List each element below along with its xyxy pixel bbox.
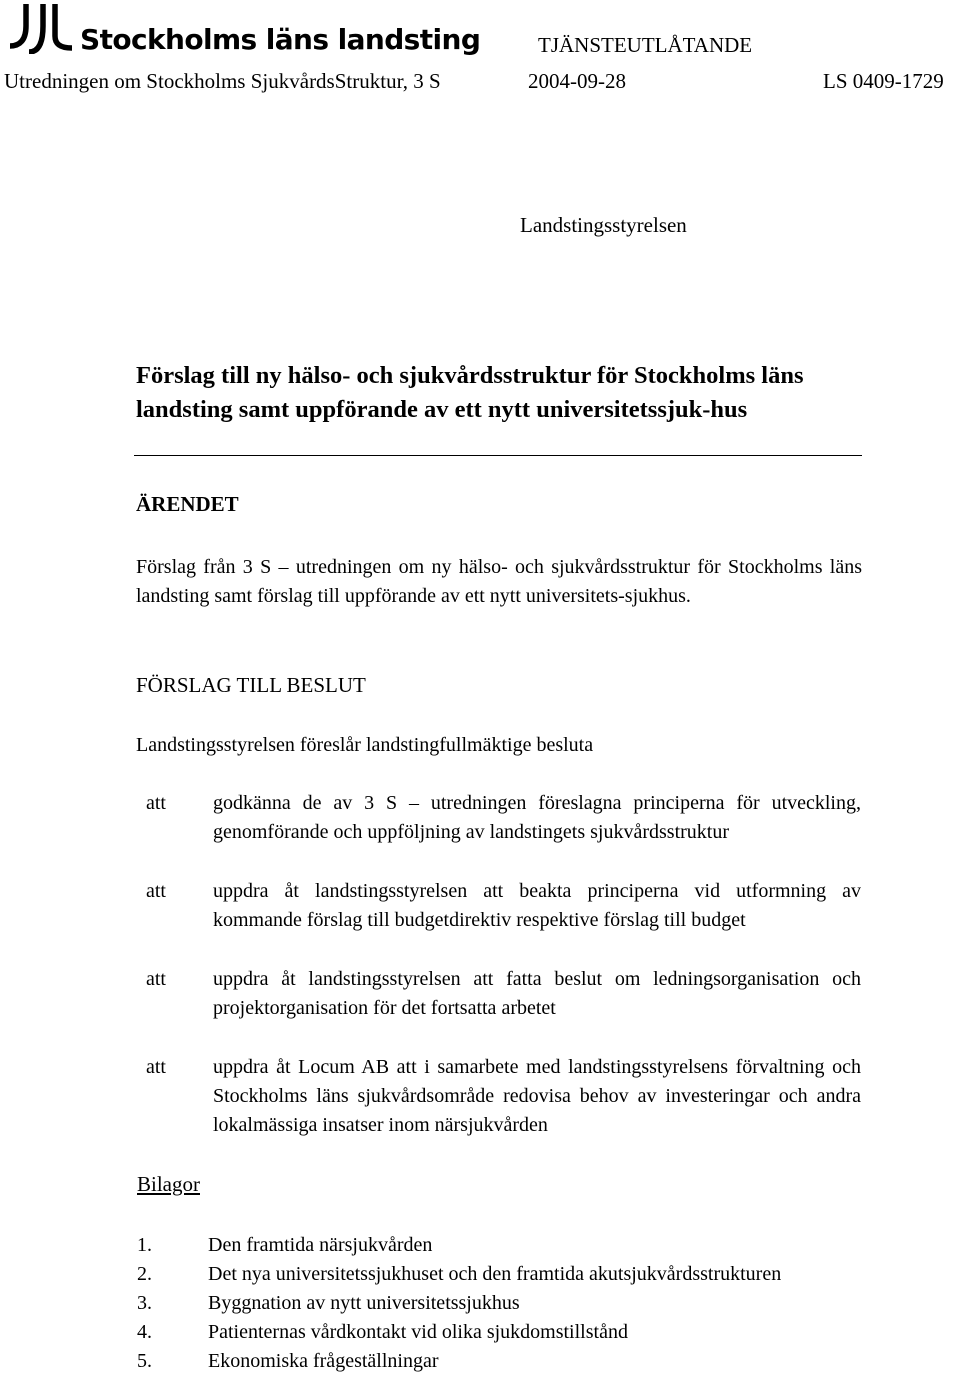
decision-item-text: uppdra åt landstingsstyrelsen att beakta principerna vid utformning av kommande förslag till budgetdirektiv respektive förslag till budget [213,880,861,931]
title-divider [134,455,862,456]
attachment-title: Ekonomiska frågeställningar [208,1350,439,1372]
decision-item-label: att [146,1056,166,1078]
attachment-number: 3. [137,1292,152,1314]
decision-item-label: att [146,880,166,902]
attachment-title: Byggnation av nytt universitetssjukhus [208,1292,520,1314]
attachment-title: Det nya universitetssjukhuset och den framtida akutsjukvårdsstrukturen [208,1263,782,1285]
arendet-text: Förslag från 3 S – utredningen om ny hälso- och sjukvårdsstruktur för Stockholms läns landsting samt förslag till uppförande av ett nytt universitets-sjukhus. [136,556,862,607]
decision-item-label: att [146,968,166,990]
decision-item-text: uppdra åt Locum AB att i samarbete med landstingsstyrelsens förvaltning och Stockholms läns sjukvårdsområde redovisa behov av investeringar och andra lokalmässiga insatser inom närsjukvården [213,1056,861,1136]
sender: Utredningen om Stockholms SjukvårdsStruktur, 3 S [4,69,441,93]
attachment-number: 2. [137,1263,152,1285]
attachment-title: Patienternas vårdkontakt vid olika sjukdomstillstånd [208,1321,628,1343]
document-type: TJÄNSTEUTLÅTANDE [538,33,753,57]
decision-item-label: att [146,792,166,814]
forslag-intro: Landstingsstyrelsen föreslår landstingfullmäktige besluta [136,734,594,756]
attachment-number: 4. [137,1321,152,1343]
decision-item-text: godkänna de av 3 S – utredningen föreslagna principerna för utveckling, genomförande och uppföljning av landstingets sjukvårdsstruktur [213,792,861,843]
recipient: Landstingsstyrelsen [520,213,687,237]
sll-logo-icon [6,2,74,54]
attachment-title: Den framtida närsjukvården [208,1234,433,1256]
document-title: Förslag till ny hälso- och sjukvårdsstruktur för Stockholms läns landsting samt uppförande av ett nytt universitetssjuk-hus [136,362,804,423]
decision-item-text: uppdra åt landstingsstyrelsen att fatta beslut om ledningsorganisation och projektorganisation för det fortsatta arbetet [213,968,861,1019]
document-date: 2004-09-28 [528,69,626,93]
arendet-heading: ÄRENDET [136,492,239,516]
forslag-heading: FÖRSLAG TILL BESLUT [136,673,366,697]
attachment-number: 5. [137,1350,152,1372]
attachment-number: 1. [137,1234,152,1256]
reference-number: LS 0409-1729 [823,69,944,93]
attachments-heading: Bilagor [137,1172,200,1196]
organization-logo-text: Stockholms läns landsting [80,23,481,56]
